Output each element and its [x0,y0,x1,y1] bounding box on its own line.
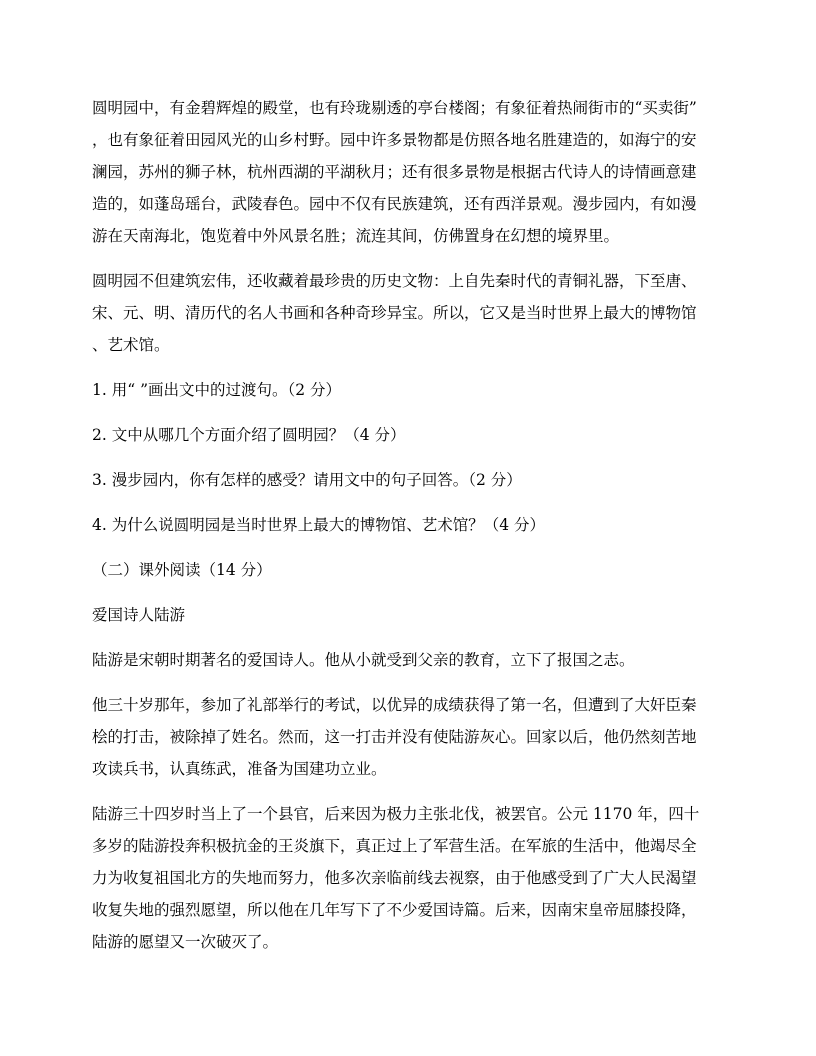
text-line: 游在天南海北，饱览着中外风景名胜；流连其间，仿佛置身在幻想的境界里。 [92,227,620,245]
text-line: 他三十岁那年，参加了礼部举行的考试，以优异的成绩获得了第一名，但遭到了大奸臣秦 [92,696,697,714]
article-paragraph-3 [92,798,720,958]
text-line: 多岁的陆游投奔积极抗金的王炎旗下，真正过上了军营生活。在军旅的生活中，他竭尽全 [92,837,697,855]
text-line: ，也有象征着田园风光的山乡村野。园中许多景物都是仿照各地名胜建造的，如海宁的安 [92,131,697,149]
text-line: 宋、元、明、清历代的名人书画和各种奇珍异宝。所以，它又是当时世界上最大的博物馆 [92,304,697,322]
text-line: 陆游的愿望又一次破灭了。 [92,933,279,951]
text-line: 、艺术馆。 [92,336,170,354]
question-4: 4. 为什么说圆明园是当时世界上最大的博物馆、艺术馆？（4 分） [92,516,546,534]
document-body [92,92,720,971]
text-line: 桧的打击，被除掉了姓名。然而，这一打击并没有使陆游灰心。回家以后，他仍然刻苦地 [92,728,697,746]
article-paragraph-2 [92,689,720,785]
text-line: 澜园，苏州的狮子林，杭州西湖的平湖秋月；还有很多景物是根据古代诗人的诗情画意建 [92,163,697,181]
question-1: 1. 用“ ”画出文中的过渡句。（2 分） [92,381,342,399]
article-title: 爱国诗人陆游 [92,606,186,624]
text-line: 圆明园中，有金碧辉煌的殿堂，也有玲珑剔透的亭台楼阁；有象征着热闹街市的“买卖街” [92,99,697,117]
text-line: 攻读兵书，认真练武，准备为国建功立业。 [92,760,387,778]
article-paragraph-1 [92,644,720,676]
text-line: 陆游是宋朝时期著名的爱国诗人。他从小就受到父亲的教育，立下了报国之志。 [92,651,635,669]
section-heading: （二）课外阅读（14 分） [92,561,272,579]
text-line: 造的，如蓬岛瑶台，武陵春色。园中不仅有民族建筑，还有西洋景观。漫步园内，有如漫 [92,195,697,213]
passage-paragraph-2 [92,265,720,361]
question-2: 2. 文中从哪几个方面介绍了圆明园？（4 分） [92,426,406,444]
text-line: 收复失地的强烈愿望，所以他在几年写下了不少爱国诗篇。后来，因南宋皇帝屈膝投降， [92,901,697,919]
text-line: 陆游三十四岁时当上了一个县官，后来因为极力主张北伐，被罢官。公元 1170 年，四十 [92,805,700,823]
passage-paragraph-1 [92,92,720,252]
question-3: 3. 漫步园内，你有怎样的感受？请用文中的句子回答。（2 分） [92,471,522,489]
text-line: 力为收复祖国北方的失地而努力，他多次亲临前线去视察，由于他感受到了广大人民渴望 [92,869,697,887]
text-line: 圆明园不但建筑宏伟，还收藏着最珍贵的历史文物：上自先秦时代的青铜礼器，下至唐、 [92,272,697,290]
